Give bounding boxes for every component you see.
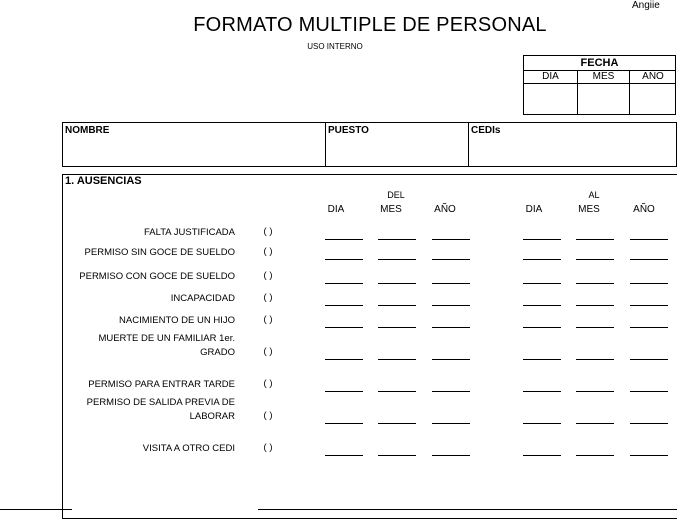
- al-dia-field[interactable]: [523, 359, 561, 360]
- al-dia-field[interactable]: [523, 455, 561, 456]
- absence-checkbox[interactable]: ( ): [263, 246, 273, 257]
- al-mes-header: MES: [578, 204, 600, 215]
- del-ano-field[interactable]: [432, 259, 470, 260]
- al-ano-field[interactable]: [630, 283, 668, 284]
- form-title: FORMATO MULTIPLE DE PERSONAL: [193, 14, 547, 36]
- del-mes-field[interactable]: [378, 305, 416, 306]
- al-mes-field[interactable]: [576, 239, 614, 240]
- absence-checkbox[interactable]: ( ): [263, 442, 273, 453]
- al-dia-field[interactable]: [523, 283, 561, 284]
- del-ano-field[interactable]: [432, 327, 470, 328]
- fecha-mes-header: MES: [577, 70, 630, 84]
- del-mes-field[interactable]: [378, 391, 416, 392]
- user-label: Angiie: [632, 0, 660, 11]
- absence-label: [35, 396, 235, 424]
- absence-label: [35, 270, 235, 284]
- footer-line: [258, 509, 677, 510]
- absence-label: [35, 292, 235, 306]
- absence-checkbox[interactable]: ( ): [263, 226, 273, 237]
- fecha-box: [523, 55, 676, 115]
- al-ano-header: AÑO: [633, 204, 655, 215]
- absence-label-line: MUERTE DE UN FAMILIAR 1er.: [98, 333, 235, 344]
- al-mes-field[interactable]: [576, 423, 614, 424]
- al-group-header: AL: [588, 190, 600, 200]
- del-ano-field[interactable]: [432, 283, 470, 284]
- fecha-dia-header: DIA: [524, 70, 577, 84]
- footer-line: [0, 509, 72, 510]
- al-ano-field[interactable]: [630, 455, 668, 456]
- del-dia-field[interactable]: [325, 305, 363, 306]
- al-dia-field[interactable]: [523, 423, 561, 424]
- absence-label-line: PERMISO DE SALIDA PREVIA DE: [86, 397, 235, 408]
- absence-checkbox[interactable]: ( ): [263, 314, 273, 325]
- al-dia-field[interactable]: [523, 305, 561, 306]
- del-ano-header: AÑO: [434, 204, 456, 215]
- absence-checkbox[interactable]: ( ): [263, 292, 273, 303]
- absence-label-line: PERMISO SIN GOCE DE SUELDO: [84, 247, 235, 258]
- absence-label: [35, 442, 235, 456]
- del-dia-field[interactable]: [325, 423, 363, 424]
- del-ano-field[interactable]: [432, 239, 470, 240]
- del-mes-field[interactable]: [378, 455, 416, 456]
- del-mes-field[interactable]: [378, 283, 416, 284]
- al-dia-field[interactable]: [523, 259, 561, 260]
- del-ano-field[interactable]: [432, 305, 470, 306]
- del-mes-field[interactable]: [378, 239, 416, 240]
- al-mes-field[interactable]: [576, 455, 614, 456]
- puesto-label: PUESTO: [328, 125, 369, 136]
- absence-label-line: INCAPACIDAD: [170, 293, 235, 304]
- form-subtitle: USO INTERNO: [307, 42, 363, 51]
- al-ano-field[interactable]: [630, 359, 668, 360]
- del-dia-field[interactable]: [325, 327, 363, 328]
- absence-label-line: LABORAR: [189, 411, 235, 422]
- al-dia-field[interactable]: [523, 327, 561, 328]
- absence-checkbox[interactable]: ( ): [263, 270, 273, 281]
- fecha-ano-header: AÑO: [630, 70, 676, 84]
- al-dia-field[interactable]: [523, 239, 561, 240]
- info-divider: [325, 123, 326, 166]
- al-ano-field[interactable]: [630, 423, 668, 424]
- del-ano-field[interactable]: [432, 391, 470, 392]
- del-dia-field[interactable]: [325, 391, 363, 392]
- al-ano-field[interactable]: [630, 259, 668, 260]
- nombre-label: NOMBRE: [65, 125, 110, 136]
- del-group-header: DEL: [387, 190, 405, 200]
- fecha-divider: [629, 70, 630, 114]
- absence-checkbox[interactable]: ( ): [263, 410, 273, 421]
- al-ano-field[interactable]: [630, 239, 668, 240]
- al-ano-field[interactable]: [630, 305, 668, 306]
- ausencias-title: 1. AUSENCIAS: [65, 175, 142, 187]
- al-mes-field[interactable]: [576, 305, 614, 306]
- absence-label-line: GRADO: [200, 347, 235, 358]
- del-dia-field[interactable]: [325, 359, 363, 360]
- absence-label-line: NACIMIENTO DE UN HIJO: [119, 315, 235, 326]
- fecha-divider: [577, 70, 578, 114]
- al-dia-header: DIA: [525, 204, 543, 215]
- employee-info-box: [62, 122, 677, 167]
- al-mes-field[interactable]: [576, 391, 614, 392]
- info-divider: [468, 123, 469, 166]
- al-dia-field[interactable]: [523, 391, 561, 392]
- del-mes-field[interactable]: [378, 327, 416, 328]
- al-mes-field[interactable]: [576, 283, 614, 284]
- al-mes-field[interactable]: [576, 359, 614, 360]
- absence-label: [35, 246, 235, 260]
- absence-label: [35, 314, 235, 328]
- cedis-label: CEDIs: [471, 125, 501, 136]
- del-ano-field[interactable]: [432, 455, 470, 456]
- absence-checkbox[interactable]: ( ): [263, 346, 273, 357]
- fecha-title: FECHA: [524, 56, 675, 71]
- del-dia-field[interactable]: [325, 283, 363, 284]
- del-dia-field[interactable]: [325, 259, 363, 260]
- del-mes-field[interactable]: [378, 359, 416, 360]
- al-ano-field[interactable]: [630, 391, 668, 392]
- del-mes-field[interactable]: [378, 259, 416, 260]
- absence-checkbox[interactable]: ( ): [263, 378, 273, 389]
- absence-label-line: PERMISO PARA ENTRAR TARDE: [88, 379, 235, 390]
- del-ano-field[interactable]: [432, 359, 470, 360]
- absence-label-line: VISITA A OTRO CEDI: [142, 443, 235, 454]
- del-dia-field[interactable]: [325, 455, 363, 456]
- absence-label: [35, 332, 235, 360]
- absence-label-line: PERMISO CON GOCE DE SUELDO: [79, 271, 235, 282]
- absence-label-line: FALTA JUSTIFICADA: [144, 227, 235, 238]
- del-mes-field[interactable]: [378, 423, 416, 424]
- del-dia-header: DIA: [327, 204, 345, 215]
- absence-label: [35, 378, 235, 392]
- del-mes-header: MES: [380, 204, 402, 215]
- absence-label: [35, 226, 235, 240]
- al-mes-field[interactable]: [576, 259, 614, 260]
- al-mes-field[interactable]: [576, 327, 614, 328]
- del-dia-field[interactable]: [325, 239, 363, 240]
- al-ano-field[interactable]: [630, 327, 668, 328]
- del-ano-field[interactable]: [432, 423, 470, 424]
